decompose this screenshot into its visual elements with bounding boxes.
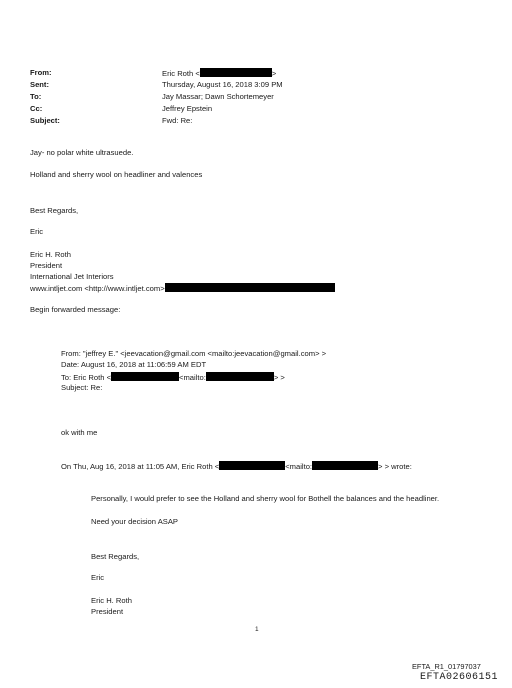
forward-from: From: "jeffrey E." <jeevacation@gmail.com <mailto:jeevacation@gmail.com> > [61, 349, 327, 358]
cc-label: Cc: [30, 104, 43, 113]
page-number: 1 [255, 626, 259, 633]
quoted-line-2: Need your decision ASAP [91, 517, 178, 526]
cc-value: Jeffrey Epstein [162, 104, 213, 113]
from-value [162, 68, 276, 79]
redaction-bar [111, 372, 179, 381]
forward-to [61, 372, 285, 383]
redaction-bar [312, 461, 378, 470]
sent-value: Thursday, August 16, 2018 3:09 PM [162, 80, 283, 89]
footer-id-1: EFTA_R1_01797037 [412, 662, 481, 671]
body-line-1: Jay- no polar white ultrasuede. [30, 148, 134, 157]
forward-date: Date: August 16, 2018 at 11:06:59 AM EDT [61, 360, 207, 369]
subject-value: Fwd: Re: [162, 116, 193, 125]
forward-on-mailto: <mailto: [285, 462, 313, 471]
from-label: From: [30, 68, 52, 77]
footer-id-2: EFTA02606151 [420, 672, 499, 683]
from-close: > [271, 69, 277, 78]
redaction-bar [165, 283, 335, 292]
forward-subject: Subject: Re: [61, 383, 103, 392]
forwarded-heading: Begin forwarded message: [30, 305, 121, 314]
signature-web-link[interactable]: www.intljet.com <http://www.intljet.com> [30, 284, 165, 293]
forward-on-line [61, 461, 412, 472]
forward-to-suffix: > > [273, 373, 285, 382]
body-regards: Best Regards, [30, 206, 79, 215]
signature-web [30, 283, 335, 294]
quoted-line-1: Personally, I would prefer to see the Holland and sherry wool for Bothell the balances and the headliner. [91, 494, 440, 503]
body-line-2: Holland and sherry wool on headliner and valences [30, 170, 203, 179]
forward-to-prefix: To: Eric Roth < [61, 373, 112, 382]
body-first-name: Eric [30, 227, 44, 236]
quoted-signature-title: President [91, 607, 124, 616]
signature-title: President [30, 261, 63, 270]
redaction-bar [206, 372, 274, 381]
quoted-regards: Best Regards, [91, 552, 140, 561]
to-label: To: [30, 92, 42, 101]
forward-on-suffix: > > wrote: [378, 462, 412, 471]
redaction-bar [200, 68, 272, 77]
signature-name: Eric H. Roth [30, 250, 71, 259]
forward-to-mailto: <mailto: [179, 373, 206, 382]
quoted-first-name: Eric [91, 573, 105, 582]
to-value: Jay Massar; Dawn Schortemeyer [162, 92, 274, 101]
sent-label: Sent: [30, 80, 49, 89]
subject-label: Subject: [30, 116, 60, 125]
forward-reply: ok with me [61, 428, 98, 437]
signature-company: International Jet Interiors [30, 272, 114, 281]
quoted-signature-name: Eric H. Roth [91, 596, 132, 605]
from-name: Eric Roth < [162, 69, 200, 78]
forward-on-prefix: On Thu, Aug 16, 2018 at 11:05 AM, Eric Roth < [61, 462, 220, 471]
redaction-bar [219, 461, 285, 470]
